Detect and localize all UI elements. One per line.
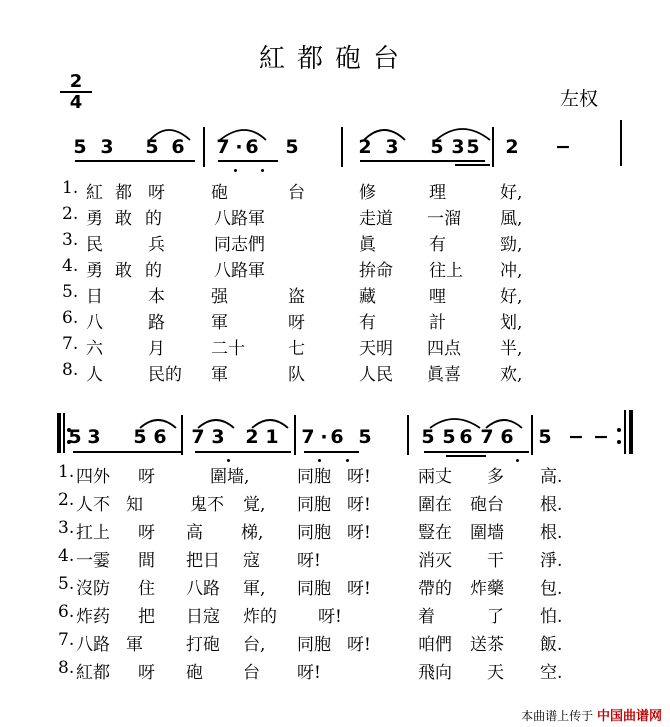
lyric-word: 兵 [148,235,165,255]
lyric-word: 藏 [359,287,376,307]
lyric-word: 走道 [359,209,393,229]
note: 5 [73,136,87,158]
lyric-word: 天 [487,663,504,683]
lyric-word: 消灭 [418,551,452,571]
lyric-word: 呀! [318,607,342,627]
lyric-word: 計 [429,313,446,333]
lyric-word: 一霎 [76,551,110,571]
verse-number: 1. [58,462,75,482]
lyric-word: 人不 [76,495,110,515]
lyric-word: 飯. [540,635,563,655]
lyric-word: 民的 [148,365,182,385]
lyric-word: 呀! [347,635,371,655]
note: 5 [68,426,82,448]
verse-number: 5. [58,574,75,594]
lyric-word: 呀! [297,551,321,571]
footer-prefix: 本曲谱上传于 [521,709,594,723]
note: 3 [385,136,399,158]
note: 5 [538,426,552,448]
lyric-word: 帶的 [418,579,452,599]
lyric-word: 了 [487,607,504,627]
lyric-word: 飛向 [418,663,452,683]
note: 5 [430,136,444,158]
lyric-word: 日 [86,287,103,307]
lyric-word: 砲 [186,663,203,683]
lyric-word: 紅 [86,183,103,203]
lyric-word: 眞 [359,235,376,255]
lyric-word: 有 [429,235,446,255]
note: 5 [421,426,435,448]
lyric-word: 炸的 [243,607,277,627]
lyric-word: 着 [418,607,435,627]
lyric-word: 好, [500,287,523,307]
lyric-word: 咱們 [418,635,452,655]
lyric-word: 根. [540,523,563,543]
lyric-word: 二十 [211,339,245,359]
lyric-word: 呀 [138,663,155,683]
note: 7 [480,426,494,448]
lyric-word: 風, [500,209,523,229]
note: 5 [145,136,159,158]
lyric-word: 覚, [243,495,266,515]
lyric-word: 强 [211,287,228,307]
lyric-word: 干 [487,551,504,571]
lyric-word: 同胞 [297,523,331,543]
lyric-word: 八路 [186,579,220,599]
verse-number: 7. [62,334,79,354]
lyric-word: 呀 [288,313,305,333]
lyric-word: 軍 [211,365,228,385]
note: − [568,426,584,448]
lyric-word: 划, [500,313,523,333]
note: 5 [133,426,147,448]
lyric-word: 呀 [138,467,155,487]
verse-number: 6. [62,308,79,328]
verse-number: 4. [58,546,75,566]
lyric-word: 有 [359,313,376,333]
lyric-word: 的 [145,209,162,229]
lyric-word: 队 [288,365,305,385]
lyric-word: 八路軍 [214,209,265,229]
lyric-word: 知 [126,495,143,515]
lyric-word: 炸藥 [470,579,504,599]
lyric-word: 怕. [540,607,563,627]
lyric-word: 把 [138,607,155,627]
lyric-word: 敢 [115,209,132,229]
song-title: 紅都砲台 [258,44,411,74]
lyric-word: 天明 [359,339,393,359]
note: 2 [505,136,519,158]
lyric-word: 紅都 [76,663,110,683]
lyric-word: 八路軍 [214,261,265,281]
verse-number: 6. [58,602,75,622]
lyric-word: 半, [500,339,523,359]
note: 6 [459,426,473,448]
lyric-word: 台 [243,663,260,683]
composer: 左权 [560,88,599,110]
lyric-word: 四点 [427,339,461,359]
time-signature-bottom: 4 [69,92,83,113]
verse-number: 8. [58,658,75,678]
lyric-word: 炸药 [76,607,110,627]
verse-number: 4. [62,256,79,276]
lyric-word: 砲台 [470,495,504,515]
note: 5 [285,136,299,158]
lyric-word: 勁, [500,235,523,255]
lyric-word: 同胞 [297,467,331,487]
note: 2 [245,426,259,448]
site-brand[interactable]: 中国曲谱网 [596,709,662,724]
footer-credit [521,705,662,724]
lyric-word: 本 [148,287,165,307]
lyric-word: 鬼不 [190,495,224,515]
lyric-word: 好, [500,183,523,203]
note: 3 [87,426,101,448]
lyric-word: 人 [86,365,103,385]
lyric-word: 砲 [211,183,228,203]
lyric-word: 四外 [76,467,110,487]
verse-number: 3. [58,518,75,538]
lyric-word: 理 [429,183,446,203]
lyric-word: 的 [145,261,162,281]
lyric-word: 同胞 [297,495,331,515]
lyric-word: 日寇 [186,607,220,627]
lyric-word: 勇 [86,261,103,281]
lyric-word: 台 [288,183,305,203]
note: 7 [191,426,205,448]
verse-number: 2. [62,204,79,224]
lyric-word: 扛上 [76,523,110,543]
lyric-word: 呀! [347,495,371,515]
note: − [593,426,609,448]
lyric-word: 圍在 [418,495,452,515]
note: 2 [358,136,372,158]
note: 6 [500,426,514,448]
lyric-word: 呀! [347,523,371,543]
note: 6 [245,136,259,158]
lyric-word: 同胞 [297,635,331,655]
lyric-word: 高. [540,467,563,487]
lyric-word: 住 [138,579,155,599]
lyric-word: 包. [540,579,563,599]
lyric-word: 兩丈 [418,467,452,487]
lyric-word: 七 [288,339,305,359]
lyric-word: 哩 [429,287,446,307]
lyric-word: 月 [148,339,165,359]
lyric-word: 六 [86,339,103,359]
lyric-word: 根. [540,495,563,515]
lyric-word: 呀! [347,467,371,487]
note: · [235,136,243,158]
lyric-word: 往上 [429,261,463,281]
note: 6 [171,136,185,158]
note: 1 [265,426,279,448]
note: 7 [216,136,230,158]
note: 5 [358,426,372,448]
lyric-word: 呀 [148,183,165,203]
verse-number: 7. [58,630,75,650]
lyric-word: 一溜 [427,209,461,229]
note: · [320,426,328,448]
lyric-word: 拚命 [359,261,393,281]
lyric-word: 軍, [243,579,266,599]
lyric-word: 民 [86,235,103,255]
note: 6 [153,426,167,448]
lyric-word: 豎在 [418,523,452,543]
lyric-word: 圍墻, [210,467,250,487]
lyric-word: 人民 [359,365,393,385]
lyric-word: 送茶 [470,635,504,655]
note: 6 [330,426,344,448]
lyric-word: 欢, [500,365,523,385]
note: 7 [301,426,315,448]
lyric-word: 同志們 [214,235,265,255]
verse-number: 2. [58,490,75,510]
lyric-word: 空. [540,663,563,683]
note: 3 [100,136,114,158]
lyric-word: 淨. [540,551,563,571]
lyric-word: 多 [487,467,504,487]
lyric-word: 眞喜 [427,365,461,385]
lyric-word: 高 [186,523,203,543]
lyric-word: 勇 [86,209,103,229]
lyric-word: 間 [138,551,155,571]
verse-number: 1. [62,178,79,198]
lyric-word: 盗 [288,287,305,307]
lyric-word: 修 [359,183,376,203]
lyric-word: 呀 [138,523,155,543]
lyric-word: 沒防 [76,579,110,599]
lyric-word: 都 [115,183,132,203]
lyric-word: 八 [86,313,103,333]
lyric-word: 呀! [347,579,371,599]
lyric-word: 梯, [241,523,264,543]
lyric-word: 軍 [211,313,228,333]
lyric-word: 圍墻 [470,523,504,543]
lyric-word: 八路 [76,635,110,655]
note: − [555,136,571,158]
lyric-word: 同胞 [297,579,331,599]
verse-number: 8. [62,360,79,380]
lyric-word: 寇 [243,551,260,571]
note: 3 [451,136,465,158]
note: 5 [466,136,480,158]
lyric-word: 台, [243,635,266,655]
lyric-word: 呀! [297,663,321,683]
lyric-word: 打砲 [186,635,220,655]
verse-number: 3. [62,230,79,250]
lyric-word: 把日 [186,551,220,571]
lyric-word: 軍 [126,635,143,655]
lyric-word: 敢 [115,261,132,281]
lyric-word: 冲, [500,261,523,281]
verse-number: 5. [62,282,79,302]
note: 3 [211,426,225,448]
lyric-word: 路 [148,313,165,333]
note: 5 [442,426,456,448]
time-signature-top: 2 [69,71,83,92]
